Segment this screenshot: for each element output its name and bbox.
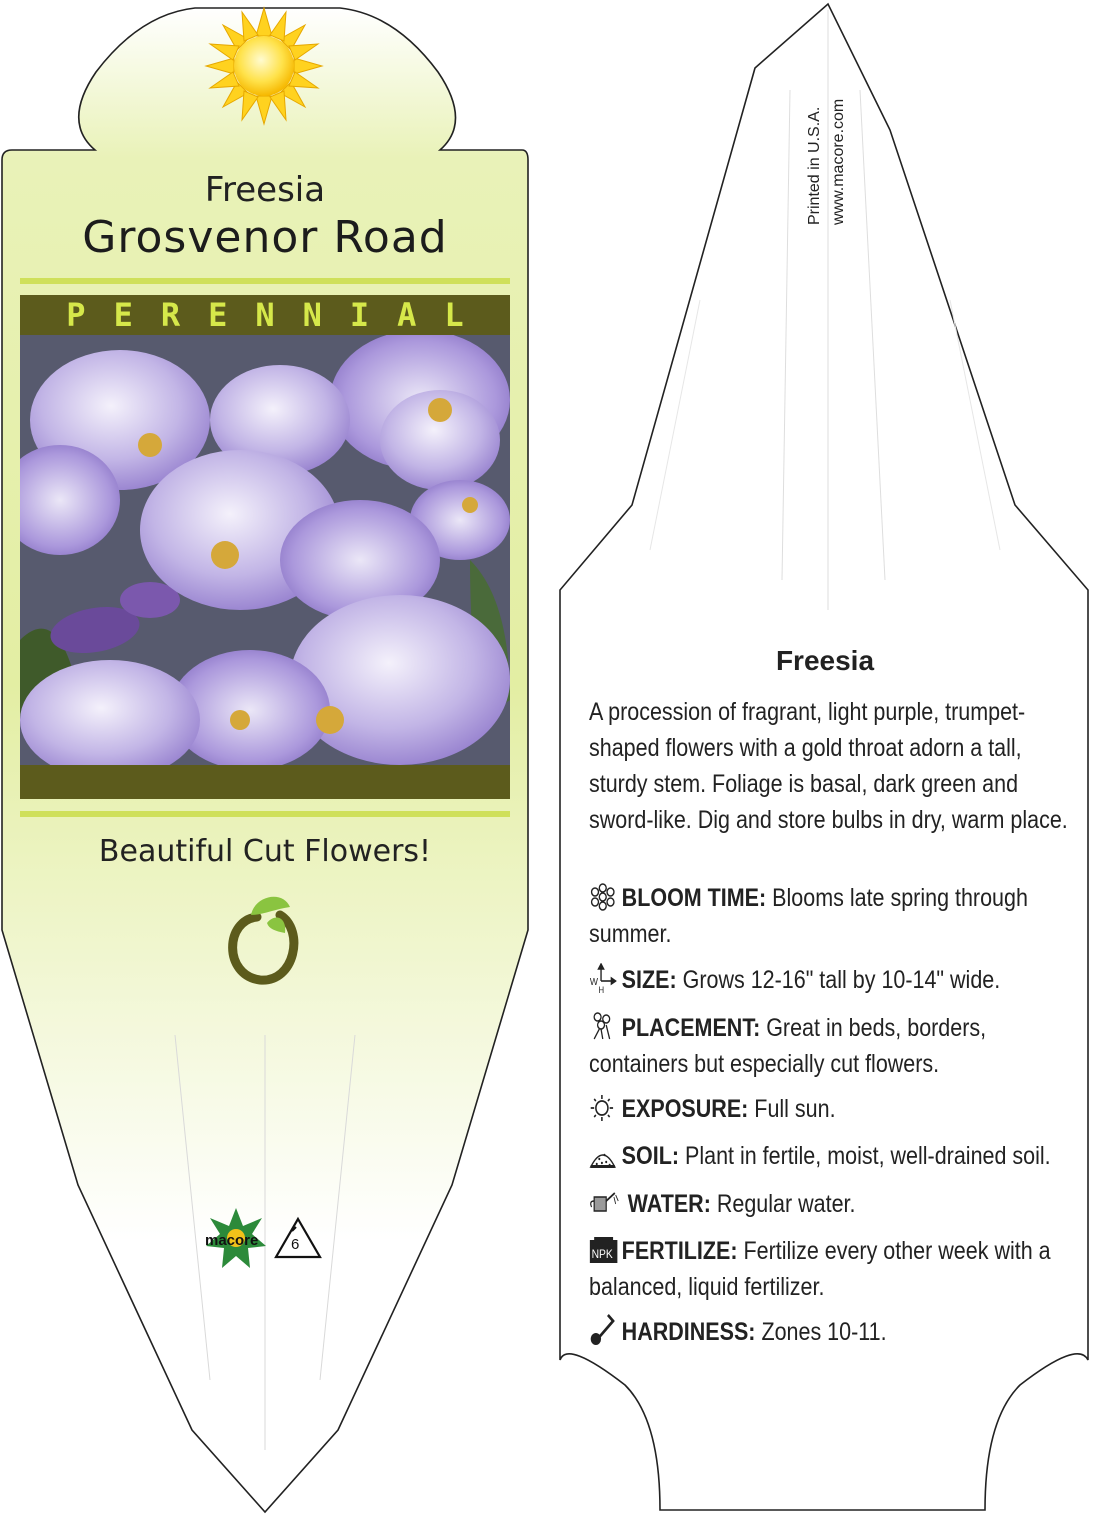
- photo-bottom-band: [20, 765, 510, 799]
- svg-text:NPK: NPK: [591, 1248, 613, 1262]
- svg-text:H: H: [598, 984, 605, 993]
- placement-icon: [589, 1011, 618, 1039]
- info-water: WATER: Regular water.: [589, 1186, 1071, 1222]
- soil-icon: [589, 1141, 618, 1169]
- size-icon: [589, 963, 618, 991]
- sun-icon: [589, 1094, 618, 1122]
- info-exposure: EXPOSURE: Full sun.: [589, 1091, 1071, 1127]
- perennial-band: [20, 295, 510, 335]
- info-bloom-time: BLOOM TIME: Blooms late spring through summer.: [589, 884, 1028, 948]
- website-label: www.macore.com: [830, 98, 847, 225]
- back-description: A procession of fragrant, light purple, trumpet-shaped flowers with a gold throat adorn a tall, sturdy stem. Foliage is basal, dark green and sword-like. Dig and store bulbs in dry, warm place.: [589, 698, 1068, 834]
- freesia-photo: [0, 330, 510, 780]
- tagline: Beautiful Cut Flowers!: [98, 834, 432, 869]
- sun-icon: [206, 8, 322, 124]
- info-placement: PLACEMENT: Great in beds, borders, containers but especially cut flowers.: [589, 1010, 1071, 1082]
- front-genus: Freesia: [204, 170, 326, 210]
- back-title: Freesia: [775, 645, 875, 676]
- brand-label: macore: [205, 1232, 259, 1249]
- info-hardiness: HARDINESS: Zones 10-11.: [589, 1313, 1071, 1350]
- thermometer-icon: [589, 1313, 618, 1341]
- printed-label: Printed in U.S.A.: [806, 106, 823, 225]
- printed-info: [800, 75, 847, 235]
- npk-icon: [589, 1236, 618, 1264]
- svg-text:W: W: [589, 976, 598, 988]
- watering-can-icon: [589, 1187, 618, 1215]
- flower-icon: [589, 883, 618, 911]
- info-soil: SOIL: Plant in fertile, moist, well-drained soil.: [589, 1138, 1071, 1174]
- front-variety: Grosvenor Road: [82, 212, 448, 263]
- recycle-code: 6: [291, 1236, 300, 1253]
- category-label: PERENNIAL: [66, 296, 492, 334]
- info-fertilize: NPK FERTILIZE: Fertilize every other week with a balanced, liquid fertilizer.: [589, 1237, 1051, 1301]
- info-size: W H SIZE: Grows 12-16" tall by 10-14" wide.: [589, 962, 1071, 998]
